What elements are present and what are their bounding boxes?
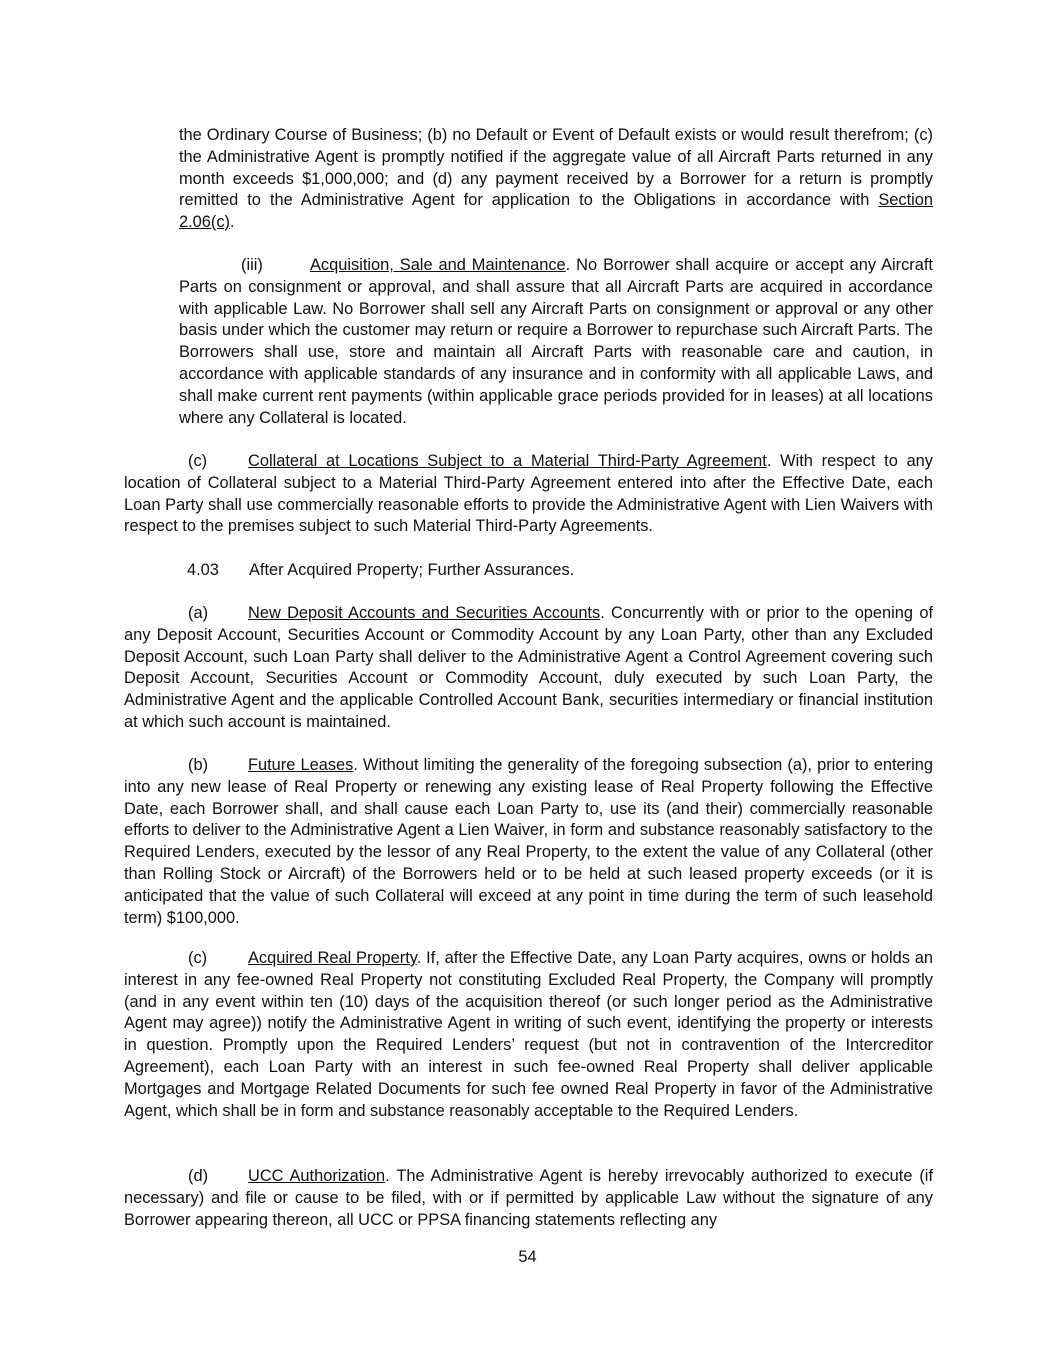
paragraph-d-label: (d) xyxy=(188,1167,209,1185)
paragraph-c-real-property xyxy=(124,948,933,1122)
paragraph-iii-label: (iii) xyxy=(241,256,263,274)
paragraph-iii xyxy=(179,255,933,429)
section-title: After Acquired Property; Further Assurances. xyxy=(249,561,575,579)
page-number: 54 xyxy=(518,1248,537,1266)
paragraph-c-real-property-heading: Acquired Real Property xyxy=(248,949,417,967)
paragraph-b-heading: Future Leases xyxy=(248,756,354,774)
section-heading xyxy=(187,560,574,582)
paragraph-c-collateral-label: (c) xyxy=(188,452,208,470)
paragraph-c-collateral-text: . With respect to any location of Collateral subject to a Material Third-Party Agreement entered into after the Effective Date, each Loan Party shall use commercially reasonable efforts to provide the Administrative Agent with Lien Waivers with respect to the premises subject to such Material Third-Party Agreements. xyxy=(124,452,933,536)
paragraph-d-text: . The Administrative Agent is hereby irrevocably authorized to execute (if necessary) and file or cause to be filed, with or if permitted by applicable Law without the signature of any Borrower appearing thereon, all UCC or PPSA financing statements reflecting any xyxy=(124,1167,933,1229)
paragraph-a xyxy=(124,603,933,734)
paragraph-c-real-property-label: (c) xyxy=(188,949,208,967)
paragraph-a-heading: New Deposit Accounts and Securities Accounts xyxy=(248,604,601,622)
paragraph-iii-text: . No Borrower shall acquire or accept any Aircraft Parts on consignment or approval, and shall assure that all Aircraft Parts are acquired in accordance with applicable Law. No Borrower shall sell any Aircraft Parts on consignment or approval or any other basis under which the customer may return or require a Borrower to repurchase such Aircraft Parts. The Borrowers shall use, store and maintain all Aircraft Parts with reasonable care and caution, in accordance with applicable standards of any insurance and in conformity with all applicable Laws, and shall make current rent payments (within applicable grace periods provided for in leases) at all locations where any Collateral is located. xyxy=(179,256,933,427)
paragraph-intro-continuation xyxy=(179,125,933,234)
section-reference-link[interactable]: Section 2.06(c) xyxy=(179,191,933,232)
paragraph-c-collateral xyxy=(124,451,933,538)
section-number: 4.03 xyxy=(187,561,219,579)
paragraph-c-collateral-heading: Collateral at Locations Subject to a Material Third-Party Agreement xyxy=(248,452,767,470)
paragraph-a-label: (a) xyxy=(188,604,209,622)
paragraph-d-heading: UCC Authorization xyxy=(248,1167,386,1185)
paragraph-intro-text: the Ordinary Course of Business; (b) no Default or Event of Default exists or would result therefrom; (c) the Administrative Agent is promptly notified if the aggregate value of all Aircraft Parts returned in any month exceeds $1,000,000; and (d) any payment received by a Borrower for a return is promptly remitted to the Administrative Agent for application to the Obligations in accordance with xyxy=(179,126,933,210)
paragraph-b-label: (b) xyxy=(188,756,209,774)
paragraph-a-text: . Concurrently with or prior to the opening of any Deposit Account, Securities Account or Commodity Account by any Loan Party, other than any Excluded Deposit Account, such Loan Party shall deliver to the Administrative Agent a Control Agreement covering such Deposit Account, Securities Account or Commodity Account, duly executed by such Loan Party, the Administrative Agent and the applicable Controlled Account Bank, securities intermediary or financial institution at which such account is maintained. xyxy=(124,604,933,731)
paragraph-intro-end: . xyxy=(230,213,235,232)
paragraph-b xyxy=(124,755,933,929)
paragraph-c-real-property-text: . If, after the Effective Date, any Loan Party acquires, owns or holds an interest in any fee-owned Real Property not constituting Excluded Real Property, the Company will promptly (and in any event within ten (10) days of the acquisition thereof (or such longer period as the Administrative Agent may agree)) notify the Administrative Agent in writing of such event, identifying the property or interests in question. Promptly upon the Required Lenders’ request (but not in contravention of the Intercreditor Agreement), each Loan Party with an interest in such fee-owned Real Property shall deliver applicable Mortgages and Mortgage Related Documents for such fee owned Real Property in favor of the Administrative Agent, which shall be in form and substance reasonably acceptable to the Required Lenders. xyxy=(124,949,933,1120)
paragraph-b-text: . Without limiting the generality of the foregoing subsection (a), prior to entering into any new lease of Real Property or renewing any existing lease of Real Property following the Effective Date, each Borrower shall, and shall cause each Loan Party to, use its (and their) commercially reasonable efforts to deliver to the Administrative Agent a Lien Waiver, in form and substance reasonably satisfactory to the Required Lenders, executed by the lessor of any Real Property, to the extent the value of any Collateral (other than Rolling Stock or Aircraft) of the Borrowers held or to be held at such leased property exceeds (or it is anticipated that the value of such Collateral will exceed at any point in time during the term of such leasehold term) $100,000. xyxy=(124,756,933,927)
paragraph-iii-heading: Acquisition, Sale and Maintenance xyxy=(310,256,566,274)
paragraph-d xyxy=(124,1166,933,1231)
